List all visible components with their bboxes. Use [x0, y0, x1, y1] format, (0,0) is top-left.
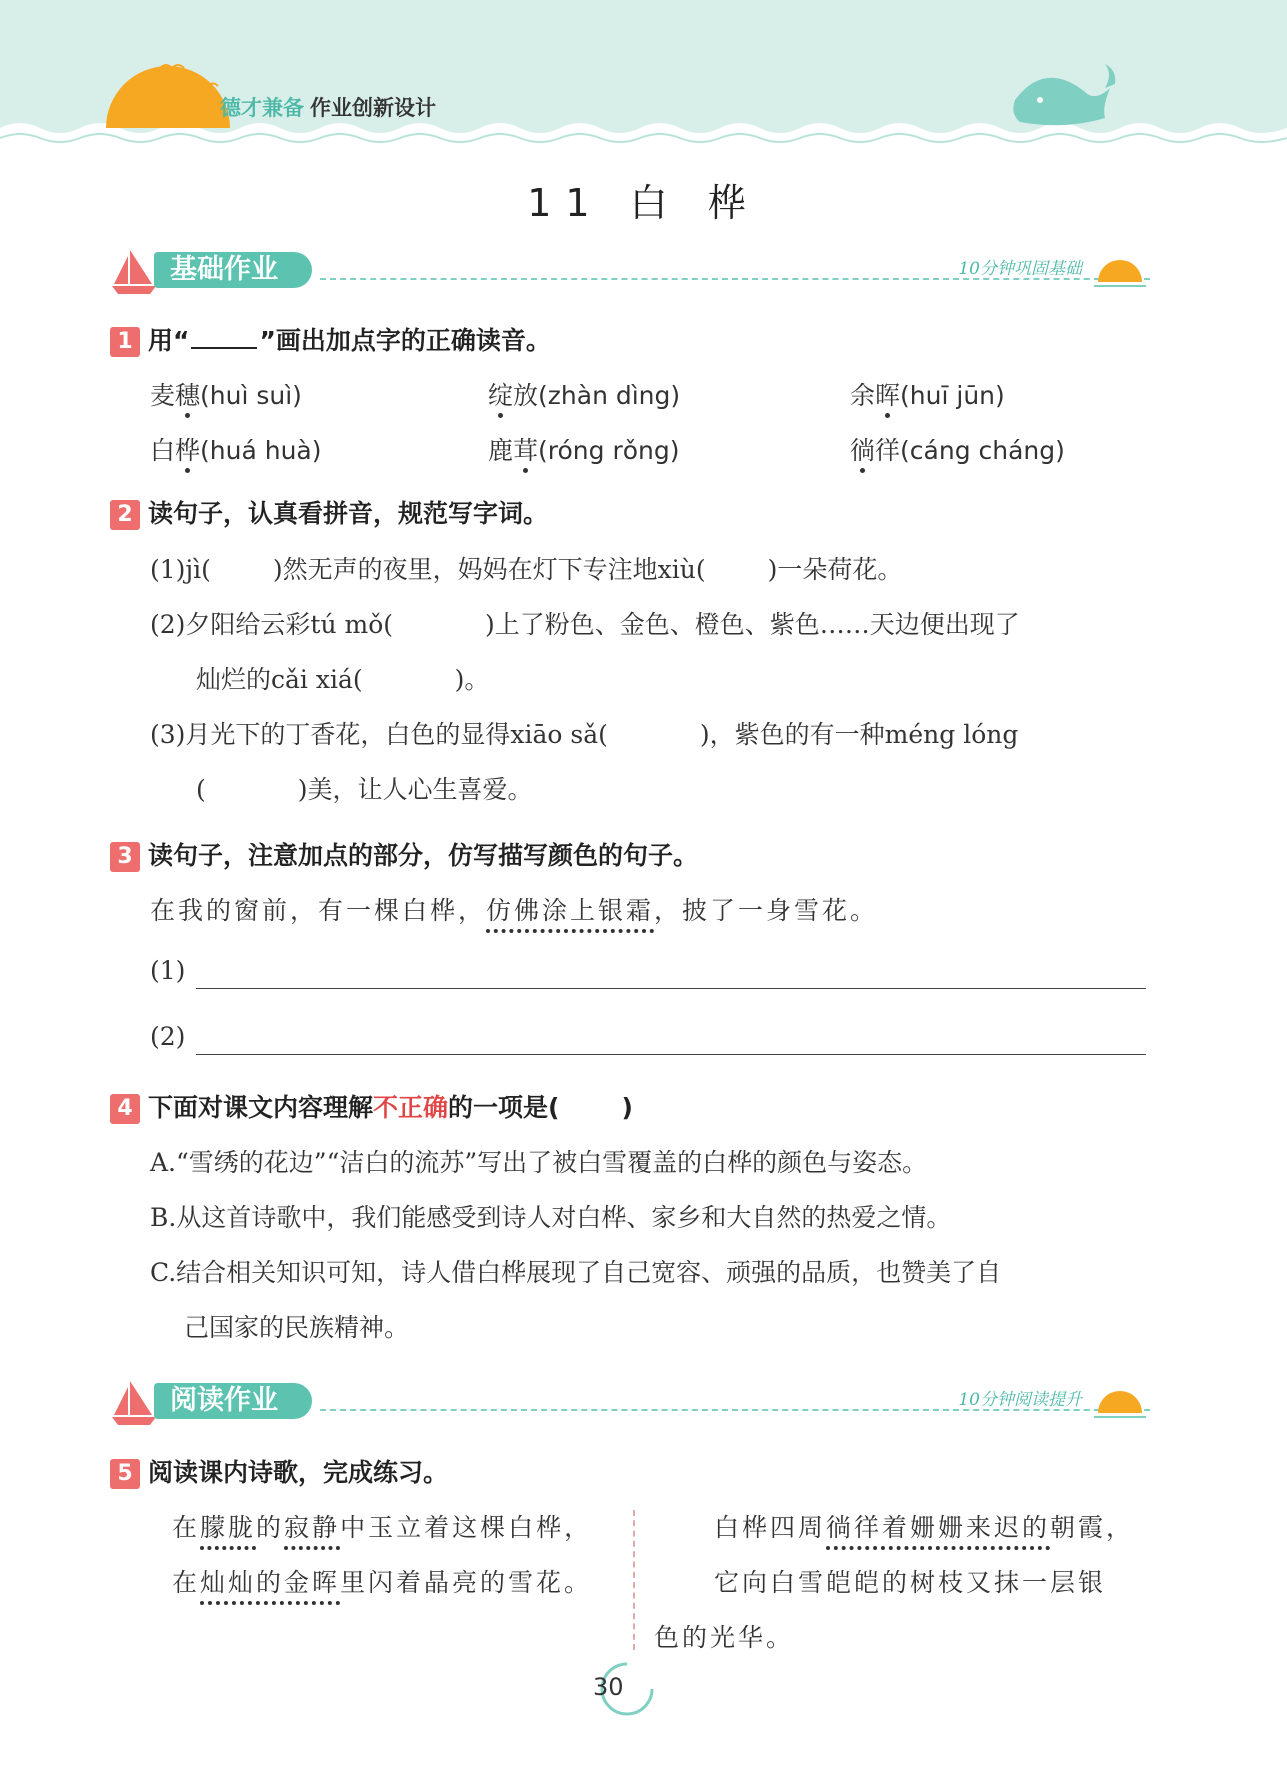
q1-item-6[interactable]: 徜徉(cáng cháng) [850, 436, 1065, 465]
question-number: 5 [110, 1459, 140, 1489]
q3-answer-1-label: (1) [150, 956, 186, 985]
section-basic-label: 基础作业 [154, 252, 312, 288]
question-number: 1 [110, 327, 140, 357]
q1-item-2[interactable]: 绽放(zhàn dìng) [488, 381, 681, 410]
sun-icon [106, 66, 230, 128]
poem-left-line-1: 在朦胧的寂静中玉立着这棵白桦， [172, 1508, 592, 1544]
q4-option-c-cont: 己国家的民族精神。 [184, 1313, 410, 1342]
brand-dark-text: 作业创新设计 [310, 96, 436, 120]
poem-right-line-1: 白桦四周徜徉着姗姗来迟的朝霞， [714, 1508, 1134, 1544]
poem-right-line-2: 它向白雪皑皑的树枝又抹一层银 [714, 1568, 1107, 1597]
q3-answer-2-label: (2) [150, 1022, 186, 1051]
q3-answer-1-line[interactable] [196, 988, 1146, 989]
q4-option-c[interactable]: C.结合相关知识可知，诗人借白桦展现了自己宽容、顽强的品质，也赞美了自 [150, 1258, 1002, 1287]
q4-option-a[interactable]: A.“雪绣的花边”“洁白的流苏”写出了被白雪覆盖的白桦的颜色与姿态。 [150, 1148, 928, 1177]
dotted-phrase: 仿佛涂上银霜 [486, 896, 654, 933]
sunset-icon [1090, 1383, 1150, 1423]
question-4-title: 4 下面对课文内容理解不正确的一项是( ) [110, 1088, 633, 1124]
section-basic-banner [110, 246, 1150, 296]
page-number: 30 [593, 1673, 624, 1701]
q2-line-2: (2)夕阳给云彩tú mǒ( )上了粉色、金色、橙色、紫色……天边便出现了 [150, 610, 1020, 639]
header-decoration [0, 0, 1287, 160]
brand-green-text: 德才兼备 [220, 96, 304, 120]
q2-line-5: ( )美，让人心生喜爱。 [196, 775, 533, 804]
q2-line-3: 灿烂的cǎi xiá( )。 [196, 665, 490, 694]
question-number: 4 [110, 1094, 140, 1124]
question-2-title: 2 读句子，认真看拼音，规范写字词。 [110, 494, 548, 530]
sailboat-icon [110, 246, 160, 296]
q1-item-4[interactable]: 白桦(huá huà) [150, 436, 322, 465]
sailboat-icon [110, 1377, 160, 1427]
section-reading-label: 阅读作业 [154, 1383, 312, 1419]
poem-left-line-2: 在灿灿的金晖里闪着晶亮的雪花。 [172, 1563, 592, 1599]
whale-icon [1013, 64, 1115, 125]
q3-example-sentence: 在我的窗前，有一棵白桦，仿佛涂上银霜，披了一身雪花。 [150, 891, 878, 927]
lesson-title: 11 白 桦 [527, 181, 760, 225]
q4-option-b[interactable]: B.从这首诗歌中，我们能感受到诗人对白桦、家乡和大自然的热爱之情。 [150, 1203, 952, 1232]
question-number: 3 [110, 842, 140, 872]
q1-item-3[interactable]: 余晖(huī jūn) [850, 381, 1005, 410]
sunset-icon [1090, 252, 1150, 292]
q1-item-1[interactable]: 麦穗(huì suì) [150, 381, 302, 410]
poem-column-divider [633, 1510, 635, 1650]
poem-right-line-3: 色的光华。 [654, 1623, 795, 1652]
section-basic-note: 10分钟巩固基础 [958, 259, 1082, 279]
q2-line-4: (3)月光下的丁香花，白色的显得xiāo sǎ( )，紫色的有一种méng lóng [150, 720, 1019, 749]
section-reading-note: 10分钟阅读提升 [958, 1390, 1082, 1410]
question-number: 2 [110, 500, 140, 530]
question-5-title: 5 阅读课内诗歌，完成练习。 [110, 1453, 448, 1489]
q3-answer-2-line[interactable] [196, 1054, 1146, 1055]
underline-sample [191, 347, 257, 349]
question-3-title: 3 读句子，注意加点的部分，仿写描写颜色的句子。 [110, 836, 698, 872]
brand-label [220, 92, 436, 122]
question-1-title: 1 用“ ”画出加点字的正确读音。 [110, 321, 551, 357]
section-reading-banner [110, 1377, 1150, 1427]
q1-item-5[interactable]: 鹿茸(róng rǒng) [488, 436, 680, 465]
q2-line-1: (1)jì( )然无声的夜里，妈妈在灯下专注地xiù( )一朵荷花。 [150, 555, 903, 584]
